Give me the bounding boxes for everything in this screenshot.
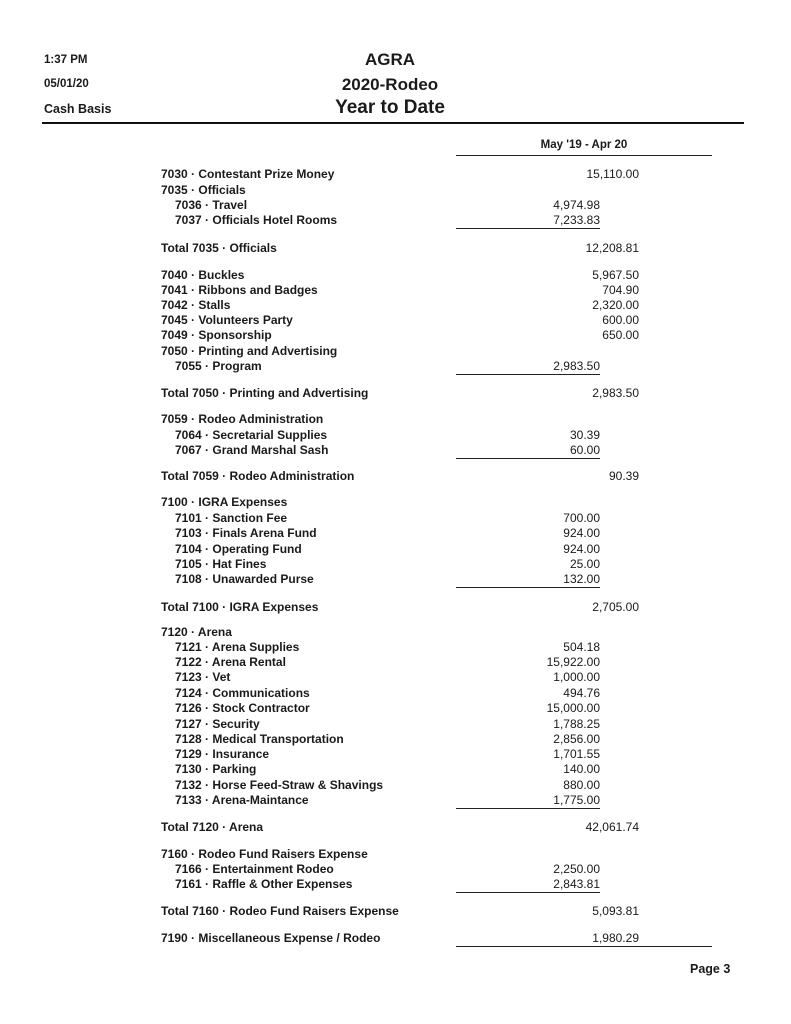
report-basis: Cash Basis [44,102,112,116]
report-line [0,268,791,284]
line-label: 7120 · Arena [161,625,232,639]
line-label: 7040 · Buckles [161,268,245,282]
line-label: 7103 · Finals Arena Fund [175,526,317,540]
line-amount: 2,856.00 [553,732,600,746]
line-label: 7041 · Ribbons and Badges [161,283,318,297]
line-label: Total 7059 · Rodeo Administration [161,469,355,483]
subtotal-rule [456,587,600,588]
report-total-line [0,241,791,257]
line-amount: 140.00 [563,762,600,776]
line-amount: 924.00 [563,542,600,556]
line-label: 7055 · Program [175,359,262,373]
line-amount: 494.76 [563,686,600,700]
line-amount: 704.90 [602,283,639,297]
report-subline [0,701,791,717]
line-label: 7190 · Miscellaneous Expense / Rodeo [161,931,381,945]
line-amount: 25.00 [569,557,600,571]
column-header-rule [456,155,712,156]
report-name: 2020-Rodeo [341,75,439,94]
report-line [0,625,791,641]
total-rule [456,946,712,947]
line-amount: 1,788.25 [553,717,600,731]
line-label: Total 7160 · Rodeo Fund Raisers Expense [161,904,399,918]
report-subline [0,359,791,375]
report-line [0,298,791,314]
line-label: 7127 · Security [175,717,260,731]
line-label: 7124 · Communications [175,686,310,700]
line-label: 7036 · Travel [175,198,248,212]
line-amount: 650.00 [602,328,639,342]
line-amount: 90.39 [608,469,639,483]
report-subline [0,793,791,809]
line-amount: 12,208.81 [585,241,639,255]
line-amount: 60.00 [569,443,600,457]
line-label: 7035 · Officials [161,183,246,197]
report-subline [0,655,791,671]
report-subline [0,198,791,214]
line-label: 7108 · Unawarded Purse [175,572,314,586]
line-label: 7126 · Stock Contractor [175,701,310,715]
line-label: Total 7100 · IGRA Expenses [161,600,319,614]
subtotal-rule [456,228,600,229]
report-subline [0,717,791,733]
line-amount: 700.00 [563,511,600,525]
subtotal-rule [456,374,600,375]
report-line [0,847,791,863]
line-amount: 2,250.00 [553,862,600,876]
report-subline [0,640,791,656]
line-amount: 600.00 [602,313,639,327]
subtotal-rule [456,808,600,809]
line-label: 7129 · Insurance [175,747,270,761]
line-amount: 1,701.55 [553,747,600,761]
header-rule [42,122,744,124]
line-label: 7130 · Parking [175,762,257,776]
line-label: 7132 · Horse Feed-Straw & Shavings [175,778,384,792]
report-subline [0,526,791,542]
line-label: 7100 · IGRA Expenses [161,495,288,509]
line-label: 7045 · Volunteers Party [161,313,293,327]
line-amount: 2,705.00 [592,600,639,614]
line-label: 7133 · Arena-Maintance [175,793,309,807]
line-amount: 15,922.00 [546,655,600,669]
column-header: May '19 - Apr 20 [540,139,628,151]
report-line [0,183,791,199]
line-label: 7101 · Sanction Fee [175,511,288,525]
report-line [0,344,791,360]
report-total-line [0,904,791,920]
line-amount: 15,110.00 [586,167,639,181]
line-label: 7104 · Operating Fund [175,542,302,556]
report-subline [0,213,791,229]
line-amount: 1,980.29 [592,931,639,945]
report-line [0,283,791,299]
org-name: AGRA [364,50,416,69]
report-subline [0,511,791,527]
line-amount: 42,061.74 [585,820,639,834]
report-subline [0,428,791,444]
subtotal-rule [456,892,600,893]
line-amount: 1,775.00 [553,793,600,807]
report-subline [0,747,791,763]
line-label: 7067 · Grand Marshal Sash [175,443,329,457]
line-amount: 2,983.50 [592,386,639,400]
line-label: 7122 · Arena Rental [175,655,286,669]
line-label: 7123 · Vet [175,670,231,684]
line-label: Total 7050 · Printing and Advertising [161,386,369,400]
report-total-line [0,386,791,402]
report-subline [0,572,791,588]
line-label: 7128 · Medical Transportation [175,732,344,746]
report-subline [0,686,791,702]
report-line [0,931,791,947]
line-label: Total 7120 · Arena [161,820,264,834]
line-amount: 2,843.81 [553,877,600,891]
report-subline [0,732,791,748]
line-label: 7121 · Arena Supplies [175,640,300,654]
line-label: 7042 · Stalls [161,298,231,312]
line-label: 7037 · Officials Hotel Rooms [175,213,338,227]
line-amount: 5,093.81 [592,904,639,918]
report-subline [0,877,791,893]
report-subline [0,542,791,558]
line-label: 7160 · Rodeo Fund Raisers Expense [161,847,368,861]
report-line [0,495,791,511]
line-amount: 1,000.00 [553,670,600,684]
report-time: 1:37 PM [44,54,88,66]
line-amount: 924.00 [563,526,600,540]
report-total-line [0,469,791,485]
report-subline [0,670,791,686]
line-label: 7105 · Hat Fines [175,557,267,571]
line-label: 7166 · Entertainment Rodeo [175,862,334,876]
report-line [0,328,791,344]
line-label: 7064 · Secretarial Supplies [175,428,328,442]
line-amount: 504.18 [563,640,600,654]
line-label: 7161 · Raffle & Other Expenses [175,877,353,891]
line-label: 7050 · Printing and Advertising [161,344,338,358]
report-line [0,167,791,183]
report-subline [0,862,791,878]
line-amount: 880.00 [563,778,600,792]
line-amount: 4,974.98 [553,198,600,212]
report-subline [0,762,791,778]
line-amount: 2,983.50 [553,359,600,373]
subtotal-rule [456,458,600,459]
line-amount: 7,233.83 [553,213,600,227]
line-label: 7030 · Contestant Prize Money [161,167,335,181]
report-subline [0,778,791,794]
line-amount: 5,967.50 [592,268,639,282]
line-amount: 15,000.00 [546,701,600,715]
page-number: Page 3 [690,962,731,976]
report-period: Year to Date [335,97,445,118]
line-amount: 2,320.00 [592,298,639,312]
report-total-line [0,600,791,616]
line-label: 7049 · Sponsorship [161,328,272,342]
report-subline [0,557,791,573]
line-label: 7059 · Rodeo Administration [161,412,324,426]
line-amount: 132.00 [563,572,600,586]
report-total-line [0,820,791,836]
line-label: Total 7035 · Officials [161,241,277,255]
report-date: 05/01/20 [44,78,89,90]
report-line [0,412,791,428]
report-subline [0,443,791,459]
report-line [0,313,791,329]
line-amount: 30.39 [569,428,600,442]
